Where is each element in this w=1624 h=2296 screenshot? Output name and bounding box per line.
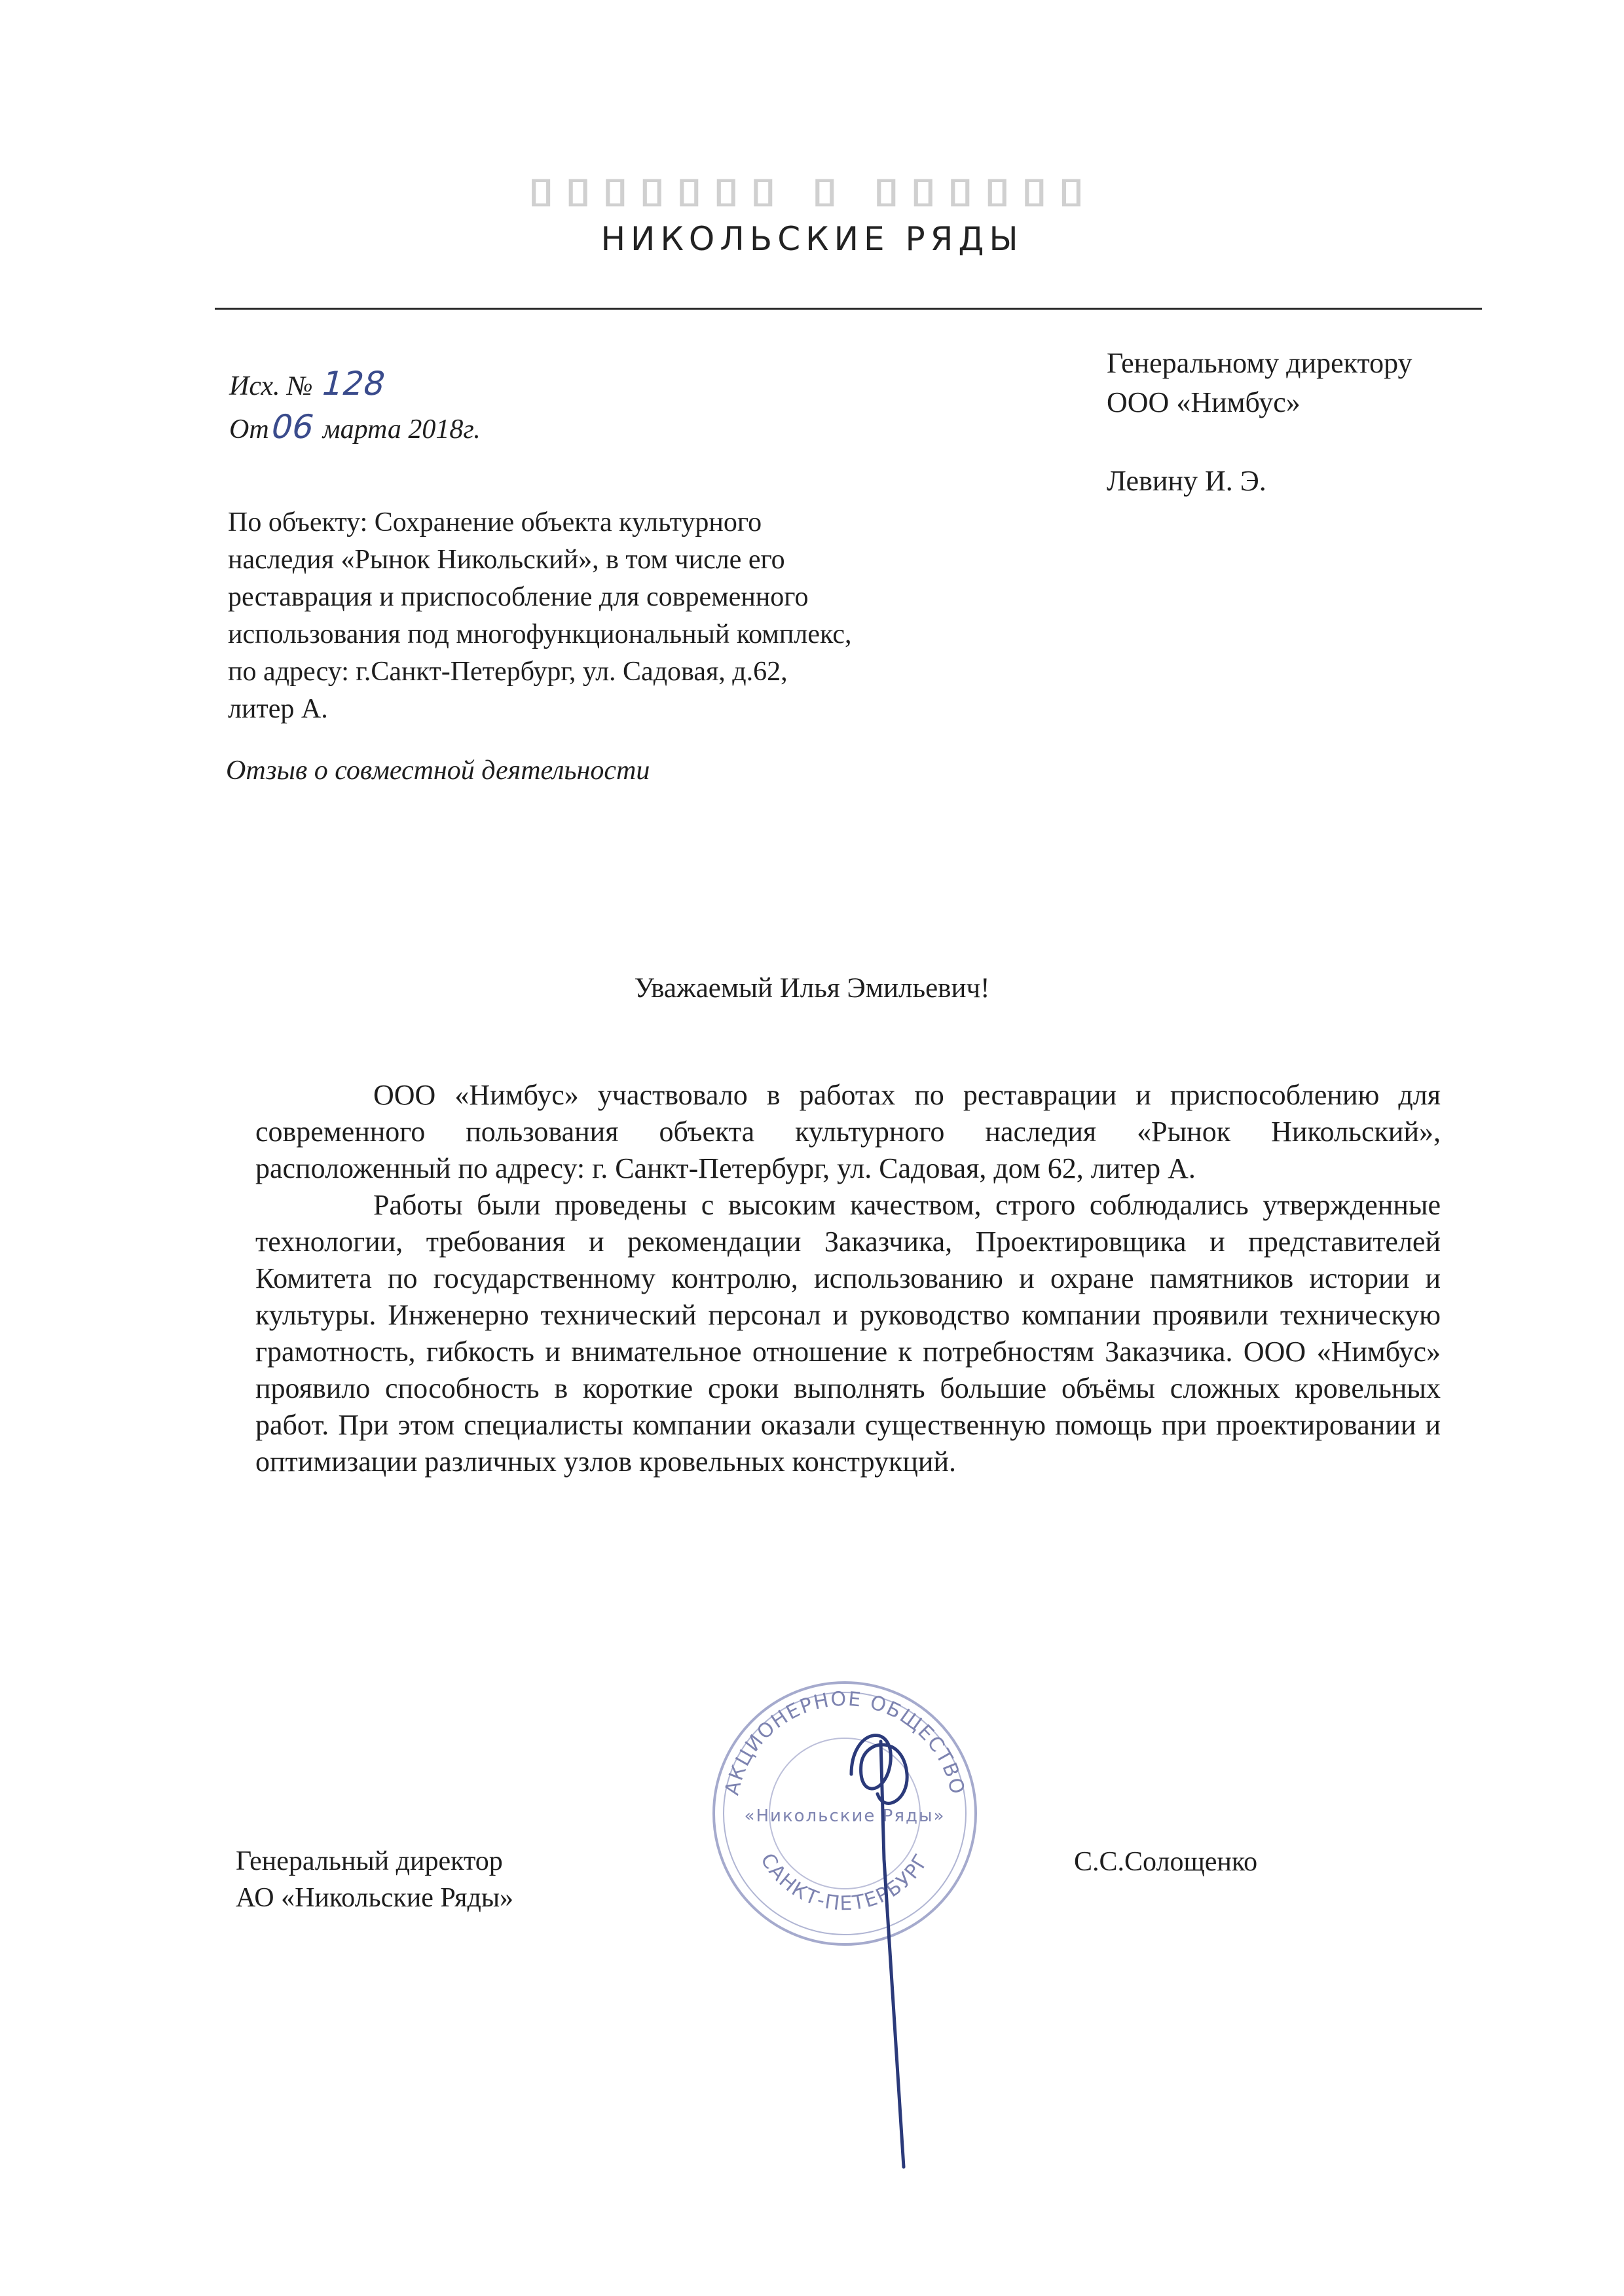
signatory-name: С.С.Солощенко — [1074, 1847, 1258, 1877]
outgoing-date-prefix: От — [229, 414, 269, 445]
letterhead-logo-mark: ▯▯▯▯▯▯▯ ▯ ▯▯▯▯▯▯ — [528, 170, 1096, 210]
subject-line: литер А. — [228, 694, 328, 724]
subject-line: По объекту: Сохранение объекта культурного — [228, 507, 762, 538]
outgoing-day-handwritten: 06 — [267, 408, 318, 446]
letterhead — [0, 164, 1624, 258]
body-paragraph-2: Работы были проведены с высоким качеством, строго соблюдались утвержденные технологии, требования и рекомендации Заказчика, Проектировщика и представителей Комитета по государственному контролю, использованию и охране памятников истории и культуры. Инженерно технический персонал и руководство компании проявили техническую грамотность, гибкость и внимательное отношение к потребностям Заказчика. ООО «Нимбус» проявило способность в короткие сроки выполнять большие объёмы сложных кровельных работ. При этом специалисты компании оказали существенную помощь при проектировании и оптимизации различных узлов кровельных конструкций. — [255, 1189, 1441, 1478]
addressee-block — [1107, 344, 1412, 501]
outgoing-number-handwritten: 128 — [317, 365, 390, 403]
stamp-ring-text: АКЦИОНЕРНОЕ ОБЩЕСТВО — [720, 1687, 969, 1798]
subject-line: использования под многофункциональный комплекс, — [228, 619, 852, 649]
letterhead-divider — [215, 308, 1482, 310]
stamp-bottom-text: САНКТ-ПЕТЕРБУРГ — [756, 1849, 934, 1916]
subject-line: реставрация и приспособление для современного — [228, 582, 809, 612]
handwritten-signature — [805, 1702, 1002, 2174]
signatory-company: АО «Никольские Ряды» — [236, 1883, 514, 1913]
addressee-position: Генеральному директору — [1107, 347, 1412, 379]
subject-line: наследия «Рынок Никольский», в том числе его — [228, 545, 785, 575]
review-title: Отзыв о совместной деятельности — [226, 756, 650, 786]
subject-line: по адресу: г.Санкт-Петербург, ул. Садовая, д.62, — [228, 657, 788, 687]
addressee-name: Левину И. Э. — [1107, 465, 1266, 497]
signatory-position: Генеральный директор — [236, 1846, 503, 1876]
body-paragraph-1: ООО «Нимбус» участвовало в работах по реставрации и приспособлению для современного пользования объекта культурного наследия «Рынок Никольский», расположенный по адресу: г. Санкт-Петербург, ул. Садовая, дом 62, литер А. — [255, 1079, 1441, 1184]
addressee-company: ООО «Нимбус» — [1107, 386, 1301, 418]
greeting: Уважаемый Илья Эмильевич! — [634, 973, 990, 1004]
outgoing-reference — [229, 363, 481, 450]
outgoing-date-line — [229, 407, 481, 450]
letter-body — [255, 1077, 1441, 1480]
letterhead-company-name: НИКОЛЬСКИЕ РЯДЫ — [600, 220, 1024, 258]
outgoing-number-line — [229, 363, 481, 407]
signatory-title — [236, 1843, 513, 1916]
stamp-center-text: «Никольские Ряды» — [744, 1806, 946, 1826]
outgoing-number-prefix: Исх. № — [229, 371, 313, 401]
subject-block — [228, 504, 981, 728]
outgoing-date-suffix: марта 2018г. — [322, 414, 481, 445]
